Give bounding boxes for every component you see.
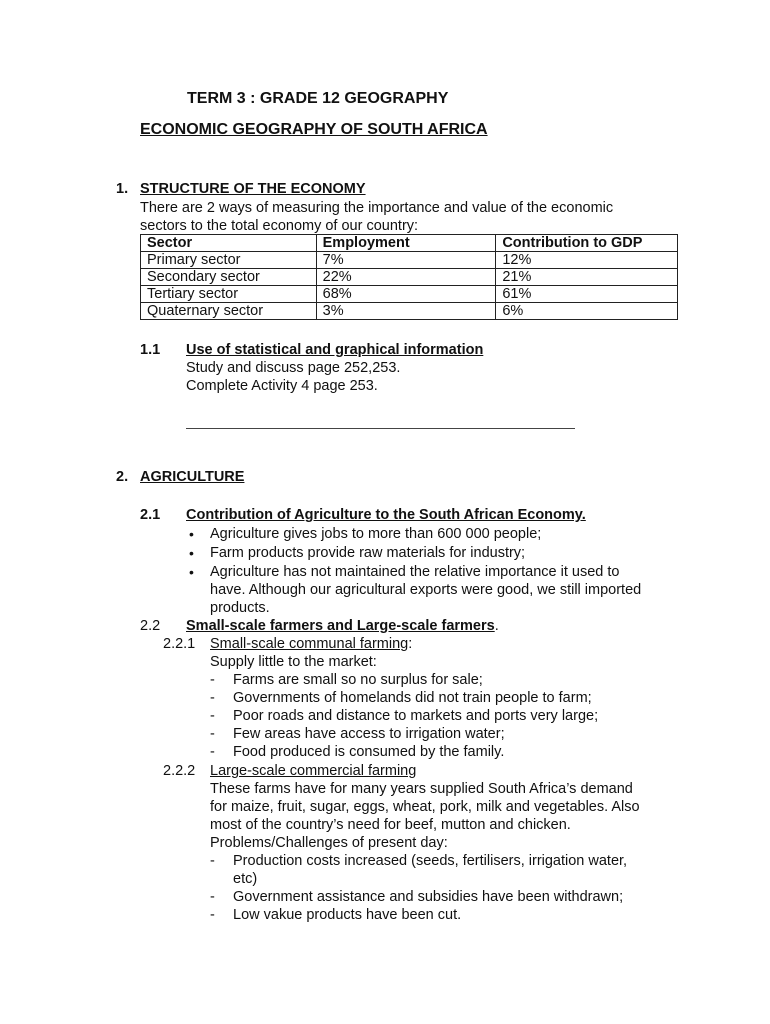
subsection-2-2-heading: Small-scale farmers and Large-scale farmers (186, 618, 495, 634)
section-1-intro-line-2: sectors to the total economy of our country: (140, 218, 419, 234)
table-cell: 3% (316, 303, 496, 320)
section-1-number: 1. (116, 181, 129, 197)
list-item: Governments of homelands did not train people to farm; (233, 690, 592, 706)
subsection-2-2-heading-wrap (186, 617, 499, 635)
list-item: Low vakue products have been cut. (233, 907, 462, 923)
table-row (141, 303, 678, 320)
subsection-1-1-line-2: Complete Activity 4 page 253. (186, 378, 378, 394)
section-1-intro-line-1: There are 2 ways of measuring the importance and value of the economic (140, 200, 614, 216)
divider-line (186, 428, 575, 429)
table-cell: 21% (496, 269, 678, 286)
subsection-2-2-1-heading-wrap (210, 635, 412, 653)
table-cell: Quaternary sector (141, 303, 317, 320)
dash-icon: - (210, 889, 215, 905)
document-title: TERM 3 : GRADE 12 GEOGRAPHY (187, 90, 449, 107)
bullet-icon: • (189, 564, 194, 580)
subsection-2-2-2-heading: Large-scale commercial farming (210, 763, 417, 779)
dash-icon: - (210, 744, 215, 760)
economy-structure-table (140, 234, 678, 320)
subsection-2-1-number: 2.1 (140, 507, 161, 523)
list-item: Poor roads and distance to markets and ports very large; (233, 708, 599, 724)
bullet-icon: • (189, 545, 194, 561)
table-cell: 7% (316, 252, 496, 269)
bullet-icon: • (189, 526, 194, 542)
table-cell: Primary sector (141, 252, 317, 269)
subsection-2-2-1-number: 2.2.1 (163, 636, 196, 652)
dash-icon: - (210, 672, 215, 688)
list-item: Government assistance and subsidies have been withdrawn; (233, 889, 624, 905)
list-item: Production costs increased (seeds, fertilisers, irrigation water, (233, 853, 628, 869)
table-cell: Tertiary sector (141, 286, 317, 303)
table-cell: 6% (496, 303, 678, 320)
list-item: Agriculture has not maintained the relative importance it used to (210, 564, 620, 580)
paragraph-line: These farms have for many years supplied South Africa’s demand (210, 781, 633, 797)
table-header-cell: Employment (316, 235, 496, 252)
list-item: Food produced is consumed by the family. (233, 744, 505, 760)
table-header-row (141, 235, 678, 252)
list-item-continuation: have. Although our agricultural exports were good, we still imported (210, 582, 642, 598)
paragraph-line: most of the country’s need for beef, mutton and chicken. (210, 817, 571, 833)
dash-icon: - (210, 708, 215, 724)
dash-icon: - (210, 690, 215, 706)
table-cell: 22% (316, 269, 496, 286)
document-subtitle: ECONOMIC GEOGRAPHY OF SOUTH AFRICA (140, 121, 488, 138)
list-item: Agriculture gives jobs to more than 600 000 people; (210, 526, 542, 542)
section-2-heading: AGRICULTURE (140, 469, 245, 485)
section-1-heading: STRUCTURE OF THE ECONOMY (140, 181, 366, 197)
table-header-cell: Sector (141, 235, 317, 252)
list-item: Farm products provide raw materials for industry; (210, 545, 526, 561)
list-item: Farms are small so no surplus for sale; (233, 672, 483, 688)
table-cell: 61% (496, 286, 678, 303)
paragraph-line: for maize, fruit, sugar, eggs, wheat, pork, milk and vegetables. Also (210, 799, 640, 815)
dash-icon: - (210, 853, 215, 869)
subsection-1-1-number: 1.1 (140, 342, 161, 358)
subsection-2-2-1-intro: Supply little to the market: (210, 654, 377, 670)
section-2-number: 2. (116, 469, 129, 485)
table-cell: 12% (496, 252, 678, 269)
dash-icon: - (210, 726, 215, 742)
table-cell: Secondary sector (141, 269, 317, 286)
list-item: Few areas have access to irrigation water; (233, 726, 505, 742)
table-cell: 68% (316, 286, 496, 303)
subsection-1-1-line-1: Study and discuss page 252,253. (186, 360, 401, 376)
subsection-2-2-1-heading-end: : (408, 636, 413, 652)
table-row (141, 252, 678, 269)
table-row (141, 286, 678, 303)
paragraph-line: Problems/Challenges of present day: (210, 835, 448, 851)
subsection-2-2-2-number: 2.2.2 (163, 763, 196, 779)
subsection-2-1-heading: Contribution of Agriculture to the South African Economy. (186, 507, 586, 523)
list-item-continuation: etc) (233, 871, 258, 887)
dash-icon: - (210, 907, 215, 923)
table-row (141, 269, 678, 286)
list-item-continuation: products. (210, 600, 270, 616)
subsection-2-2-heading-end: . (494, 618, 499, 634)
table-header-cell: Contribution to GDP (496, 235, 678, 252)
subsection-2-2-number: 2.2 (140, 618, 161, 634)
subsection-1-1-heading: Use of statistical and graphical information (186, 342, 484, 358)
subsection-2-2-1-heading: Small-scale communal farming (210, 636, 409, 652)
